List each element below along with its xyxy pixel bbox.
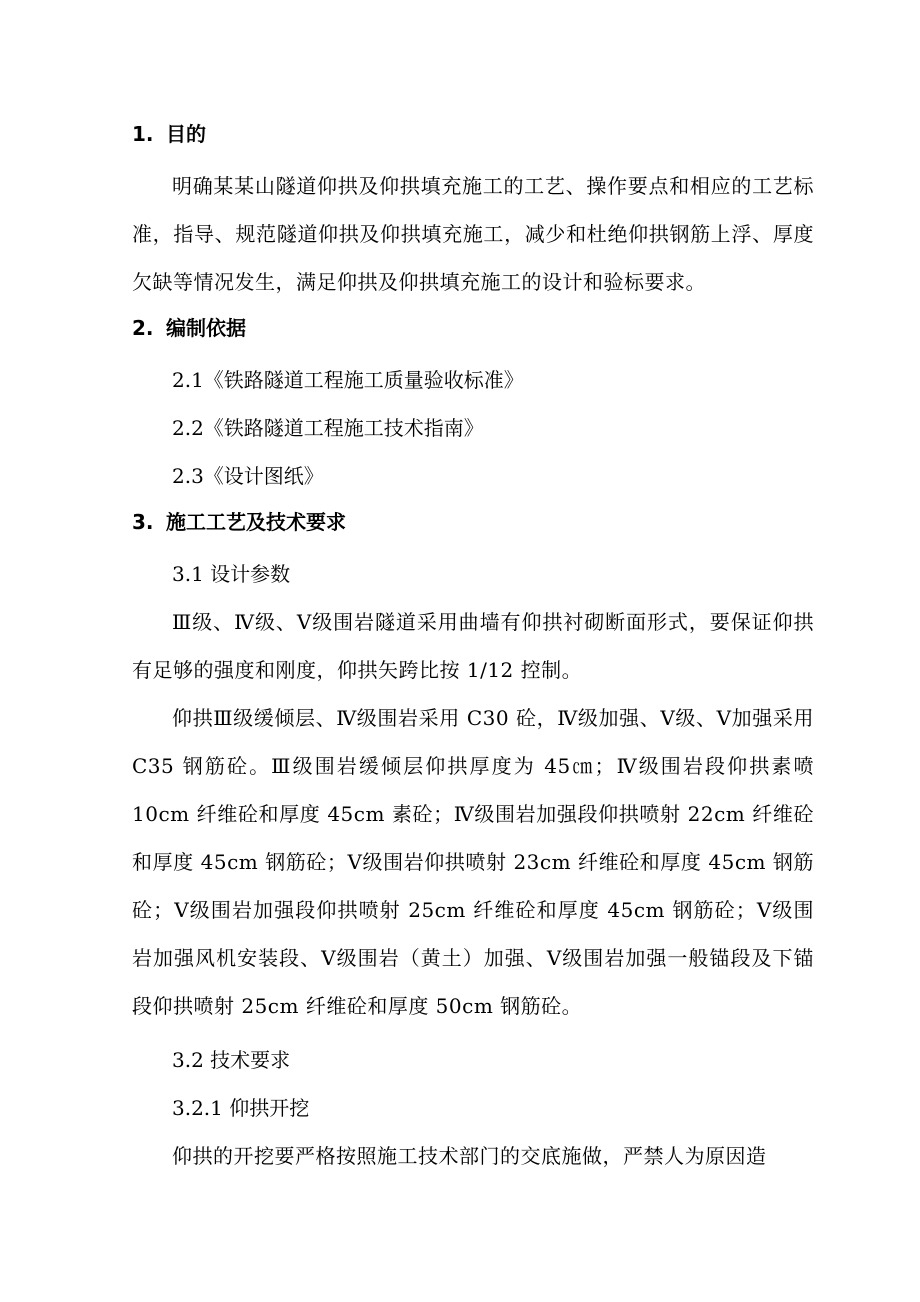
section-heading-1 bbox=[132, 114, 814, 154]
purpose-paragraph: 明确某某山隧道仰拱及仰拱填充施工的工艺、操作要点和相应的工艺标准，指导、规范隧道仰拱及仰拱填充施工，减少和杜绝仰拱钢筋上浮、厚度欠缺等情况发生，满足仰拱及仰拱填充施工的设计和验标要求。 bbox=[132, 174, 814, 294]
section-heading-3 bbox=[132, 502, 814, 542]
design-parameters-paragraph-1: Ⅲ级、Ⅳ级、Ⅴ级围岩隧道采用曲墙有仰拱衬砌断面形式，要保证仰拱有足够的强度和刚度，仰拱矢跨比按 1/12 控制。 bbox=[132, 610, 814, 682]
design-parameters-paragraph-2: 仰拱Ⅲ级缓倾层、Ⅳ级围岩采用 C30 砼，Ⅳ级加强、Ⅴ级、Ⅴ加强采用 C35 钢筋砼。Ⅲ级围岩缓倾层仰拱厚度为 45㎝；Ⅳ级围岩段仰拱素喷 10cm 纤维砼和厚度 45cm 素砼；Ⅳ级围岩加强段仰拱喷射 22cm 纤维砼和厚度 45cm 钢筋砼；Ⅴ级围岩仰拱喷射 23cm 纤维砼和厚度 45cm 钢筋砼；Ⅴ级围岩加强段仰拱喷射 25cm 纤维砼和厚度 45cm 钢筋砼；Ⅴ级围岩加强风机安装段、Ⅴ级围岩（黄土）加强、Ⅴ级围岩加强一般锚段及下锚段仰拱喷射 25cm 纤维砼和厚度 50cm 钢筋砼。 bbox=[132, 706, 814, 1018]
section-number: 2. bbox=[132, 316, 154, 340]
reference-item-2: 2.2《铁路隧道工程施工技术指南》 bbox=[172, 416, 484, 440]
reference-item-1: 2.1《铁路隧道工程施工质量验收标准》 bbox=[172, 368, 524, 392]
invert-excavation-paragraph: 仰拱的开挖要严格按照施工技术部门的交底施做，严禁人为原因造 bbox=[172, 1144, 767, 1168]
reference-item-3: 2.3《设计图纸》 bbox=[172, 464, 324, 488]
section-title: 施工工艺及技术要求 bbox=[166, 510, 346, 534]
subsection-invert-excavation: 3.2.1 仰拱开挖 bbox=[172, 1096, 310, 1120]
section-number: 3. bbox=[132, 510, 154, 534]
subsection-technical-requirements: 3.2 技术要求 bbox=[172, 1048, 291, 1072]
document-body bbox=[132, 114, 814, 1180]
section-number: 1. bbox=[132, 122, 154, 146]
subsection-design-parameters: 3.1 设计参数 bbox=[172, 562, 291, 586]
section-title: 编制依据 bbox=[166, 316, 246, 340]
section-heading-2 bbox=[132, 308, 814, 348]
section-title: 目的 bbox=[166, 122, 206, 146]
